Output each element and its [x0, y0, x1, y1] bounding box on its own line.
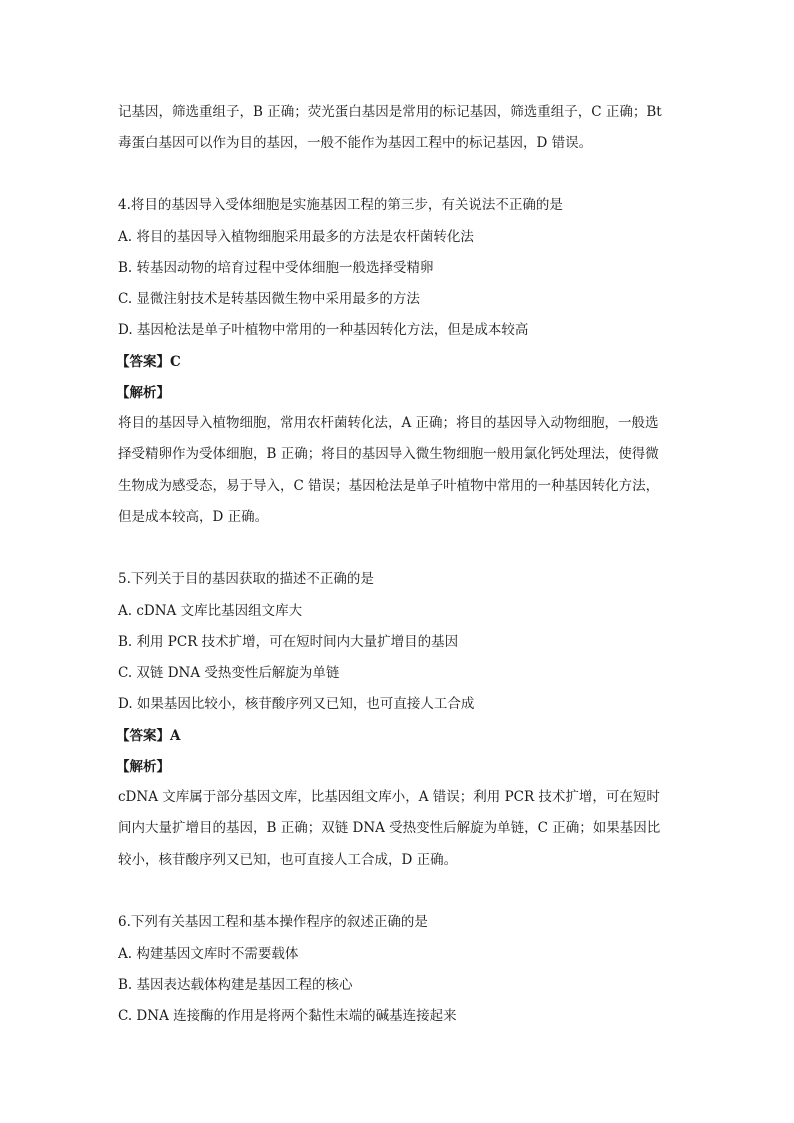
intro-line-1: 记基因，筛选重组子，B 正确；荧光蛋白基因是常用的标记基因，筛选重组子，C 正确；Bt	[118, 104, 662, 120]
q5-option-a: A. cDNA 文库比基因组文库大	[118, 603, 303, 619]
q5-option-c: C. 双链 DNA 受热变性后解旋为单链	[118, 665, 340, 681]
q5-option-d: D. 如果基因比较小，核苷酸序列又已知，也可直接人工合成	[118, 696, 475, 712]
q4-option-b: B. 转基因动物的培育过程中受体细胞一般选择受精卵	[118, 260, 434, 276]
q6-option-c: C. DNA 连接酶的作用是将两个黏性末端的碱基连接起来	[118, 1008, 457, 1024]
q4-option-a: A. 将目的基因导入植物细胞采用最多的方法是农杆菌转化法	[118, 229, 474, 245]
q5-analysis-line-2: 间内大量扩增目的基因，B 正确；双链 DNA 受热变性后解旋为单链，C 正确；如果基因比	[118, 820, 661, 836]
q5-analysis-line-3: 较小，核苷酸序列又已知，也可直接人工合成，D 正确。	[118, 852, 458, 868]
q4-option-d: D. 基因枪法是单子叶植物中常用的一种基因转化方法，但是成本较高	[118, 322, 529, 338]
q5-answer: 【答案】A	[116, 728, 181, 744]
q5-analysis-label: 【解析】	[116, 759, 170, 775]
q5-option-b: B. 利用 PCR 技术扩增，可在短时间内大量扩增目的基因	[118, 634, 459, 650]
q5-analysis-line-1: cDNA 文库属于部分基因文库，比基因组文库小，A 错误；利用 PCR 技术扩增，可在短时	[118, 789, 660, 805]
q4-analysis-line-4: 但是成本较高，D 正确。	[118, 509, 269, 525]
q6-stem: 6.下列有关基因工程和基本操作程序的叙述正确的是	[118, 914, 428, 930]
q6-option-b: B. 基因表达载体构建是基因工程的核心	[118, 977, 353, 993]
q4-analysis-label: 【解析】	[116, 385, 170, 401]
q6-option-a: A. 构建基因文库时不需要载体	[118, 946, 299, 962]
q5-stem: 5.下列关于目的基因获取的描述不正确的是	[118, 571, 374, 587]
q4-stem: 4.将目的基因导入受体细胞是实施基因工程的第三步，有关说法不正确的是	[118, 197, 563, 213]
q4-option-c: C. 显微注射技术是转基因微生物中采用最多的方法	[118, 291, 420, 307]
q4-analysis-line-1: 将目的基因导入植物细胞，常用农杆菌转化法，A 正确；将目的基因导入动物细胞，一般选	[118, 415, 659, 431]
q4-analysis-line-2: 择受精卵作为受体细胞，B 正确；将目的基因导入微生物细胞一般用氯化钙处理法，使得微	[118, 446, 659, 462]
q4-analysis-line-3: 生物成为感受态，易于导入，C 错误；基因枪法是单子叶植物中常用的一种基因转化方法，	[118, 478, 660, 494]
intro-line-2: 毒蛋白基因可以作为目的基因，一般不能作为基因工程中的标记基因，D 错误。	[118, 135, 593, 151]
q4-answer: 【答案】C	[116, 354, 181, 370]
